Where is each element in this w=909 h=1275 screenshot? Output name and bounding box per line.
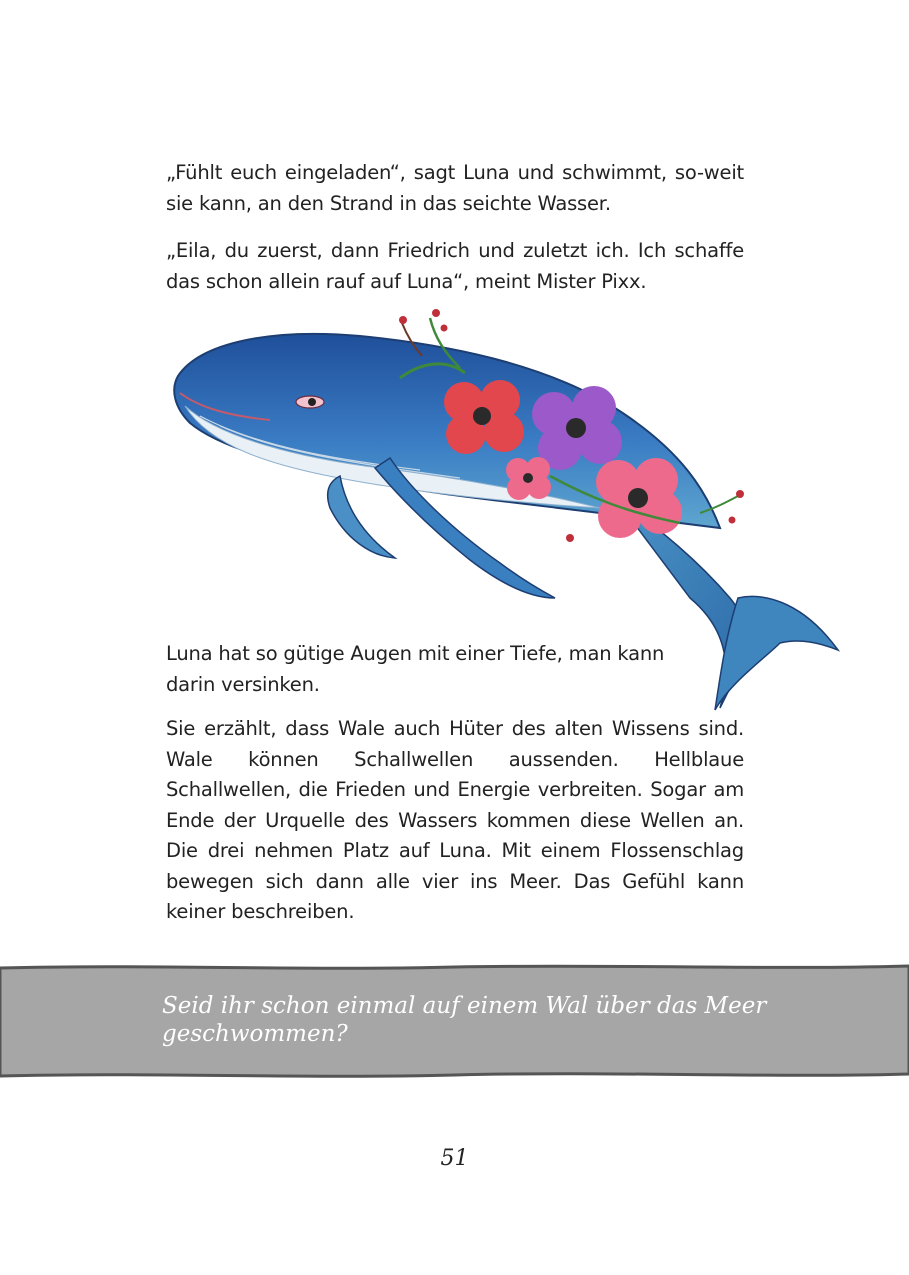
paragraph-whale-wisdom: Sie erzählt, dass Wale auch Hüter des alten Wissens sind. Wale können Schallwellen aussenden. Hellblaue Schallwellen, die Frieden und Energie verbreiten. Sogar am Ende der Urquelle des Wassers kommen diese Wellen an. Die drei nehmen Platz auf Luna. Mit einem Flossenschlag bewegen sich dann alle vier ins Meer. Das Gefühl kann keiner beschreiben. [166, 717, 744, 923]
flower-pink-small [506, 457, 551, 500]
whale-lower-fin [328, 476, 395, 558]
page-number: 51 [440, 1146, 469, 1171]
flower-purple [532, 386, 622, 470]
question-text: Seid ihr schon einmal auf einem Wal über das Meer geschwommen? [162, 993, 767, 1047]
paragraph-invitation: „Fühlt euch eingeladen“, sagt Luna und schwimmt, so-weit sie kann, an den Strand in das seichte Wasser. [166, 161, 744, 215]
paragraph-luna-eyes: Luna hat so gütige Augen mit einer Tiefe, man kann darin versinken. [166, 642, 665, 696]
flower-pink [596, 458, 682, 538]
whale-fluke [715, 596, 838, 710]
paragraph-boarding-order: „Eila, du zuerst, dann Friedrich und zuletzt ich. Ich schaffe das schon allein rauf auf Luna“, meint Mister Pixx. [166, 239, 744, 293]
